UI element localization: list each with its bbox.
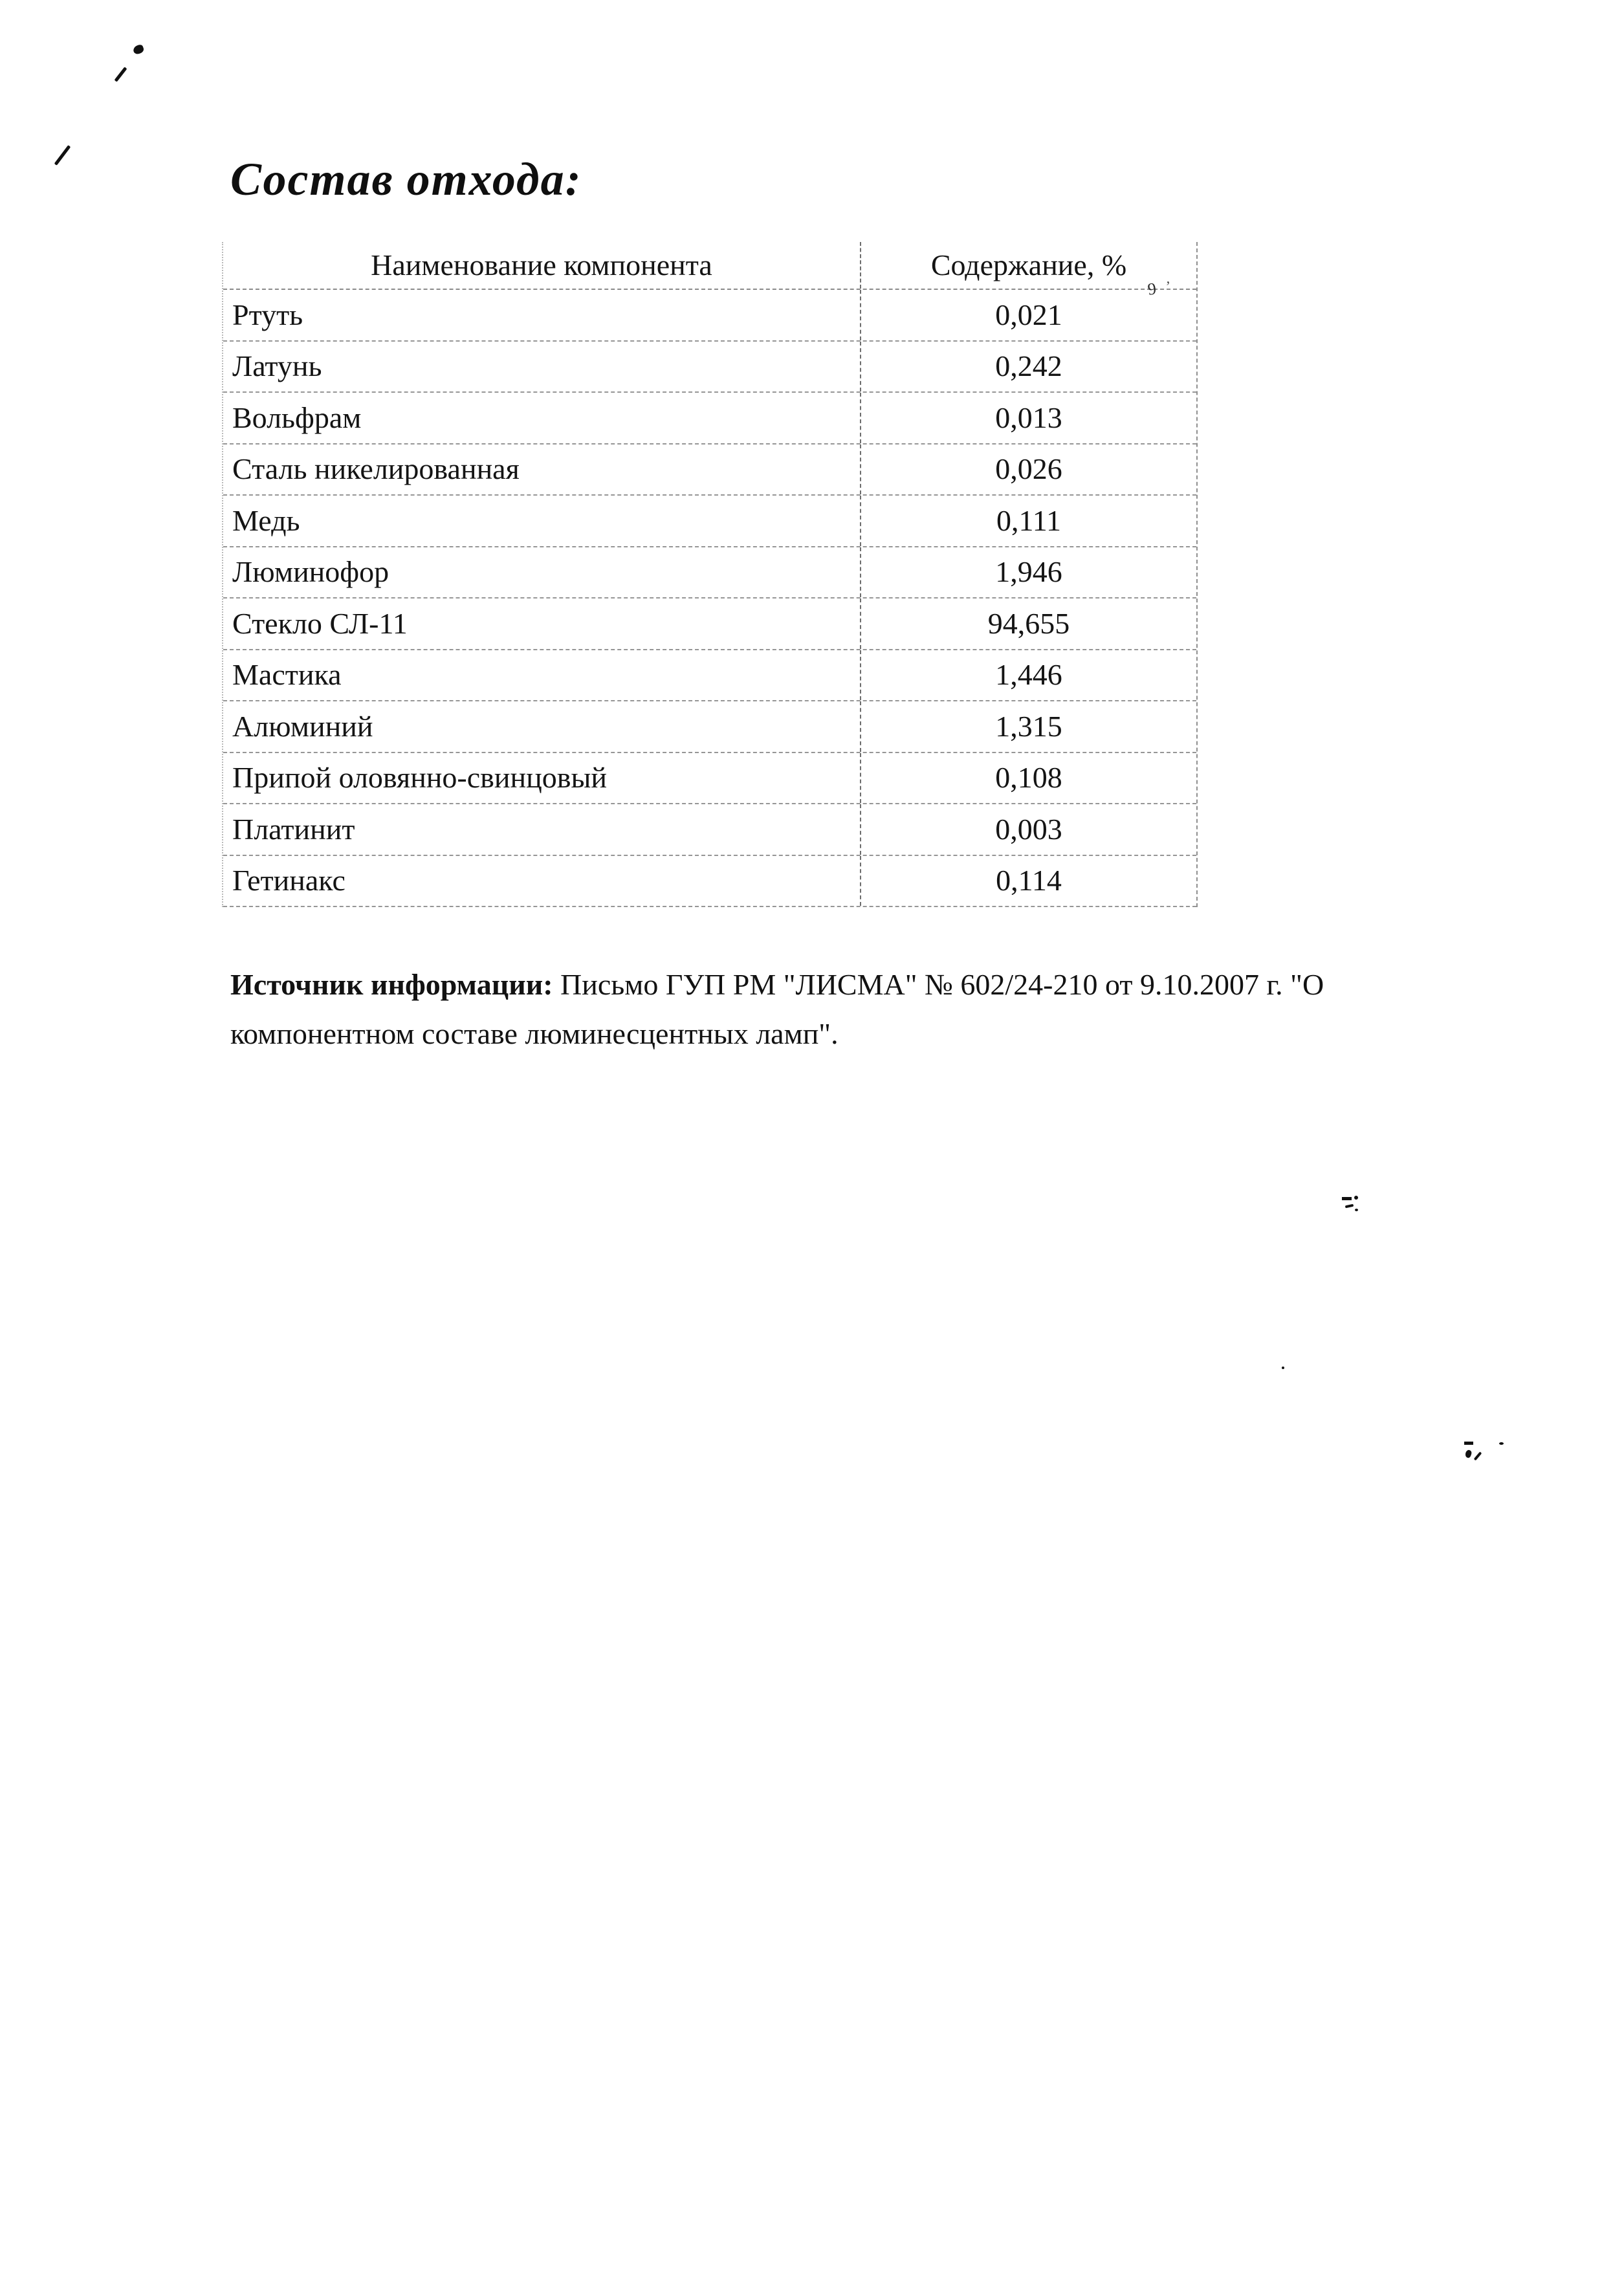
scan-artifact <box>54 145 71 166</box>
component-value-cell: 0,003 <box>860 804 1196 855</box>
table-row <box>223 445 1196 496</box>
page-title: Состав отхода: <box>230 153 582 205</box>
table-row <box>223 393 1196 445</box>
scan-artifact <box>1345 1204 1354 1209</box>
source-text: Письмо ГУП РМ "ЛИСМА" № 602/24-210 от 9.10.2007 г. "О компонентном составе люминесцентных ламп". <box>230 968 1324 1050</box>
component-value-cell: 0,013 <box>860 393 1196 443</box>
table-row <box>223 496 1196 547</box>
component-value-cell: 0,026 <box>860 445 1196 495</box>
table-row <box>223 290 1196 342</box>
scan-artifact <box>1474 1451 1482 1460</box>
component-value-cell: 0,111 <box>860 496 1196 546</box>
component-value-cell: 94,655 <box>860 598 1196 649</box>
table-header-row <box>223 242 1196 299</box>
component-name-cell: Алюминий <box>232 709 373 743</box>
component-value-cell: 0,242 <box>860 342 1196 392</box>
component-value-cell: 1,315 <box>860 701 1196 752</box>
component-name-cell: Сталь никелированная <box>232 452 520 486</box>
component-name-cell: Медь <box>232 503 300 537</box>
component-value-cell: 0,021 <box>860 290 1196 340</box>
table-row <box>223 701 1196 753</box>
scan-artifact <box>1355 1209 1358 1211</box>
component-name-cell: Платинит <box>232 812 355 846</box>
column-header-content-cell <box>860 242 1196 299</box>
component-value-cell: 0,114 <box>860 856 1196 906</box>
scan-artifact-digit: 9 <box>1146 279 1158 299</box>
component-name-cell: Стекло СЛ-11 <box>232 606 408 640</box>
table-row <box>223 342 1196 393</box>
component-value-cell: 0,108 <box>860 753 1196 804</box>
table-row <box>223 753 1196 805</box>
component-name-cell: Припой оловянно-свинцовый <box>232 761 607 795</box>
column-header-content-label: Содержание, % <box>930 248 1127 281</box>
source-paragraph <box>230 960 1478 1059</box>
scan-artifact <box>1342 1197 1352 1200</box>
table-row <box>223 856 1196 908</box>
scan-artifact <box>1464 1442 1473 1445</box>
component-value-cell: 1,946 <box>860 547 1196 598</box>
table-row <box>223 650 1196 702</box>
table-row <box>223 598 1196 650</box>
scan-artifact <box>1464 1449 1473 1458</box>
component-name-cell: Вольфрам <box>232 401 362 434</box>
scan-artifact <box>115 67 127 82</box>
component-value-cell: 1,446 <box>860 650 1196 701</box>
component-name-cell: Мастика <box>232 658 342 692</box>
scan-artifact: ʼ <box>1165 278 1170 294</box>
component-name-cell: Люминофор <box>232 555 390 589</box>
component-name-cell: Ртуть <box>232 298 303 331</box>
scan-artifact <box>1282 1367 1284 1369</box>
source-label: Источник информации: <box>230 968 553 1001</box>
scan-artifact <box>1499 1442 1504 1445</box>
table-row <box>223 547 1196 599</box>
column-header-component: Наименование компонента <box>371 248 712 281</box>
scan-artifact <box>1354 1196 1358 1200</box>
table-body <box>223 290 1196 907</box>
component-name-cell: Латунь <box>232 349 322 383</box>
scan-artifact <box>132 44 144 56</box>
component-name-cell: Гетинакс <box>232 864 346 897</box>
table-row <box>223 804 1196 856</box>
composition-table <box>222 242 1198 907</box>
